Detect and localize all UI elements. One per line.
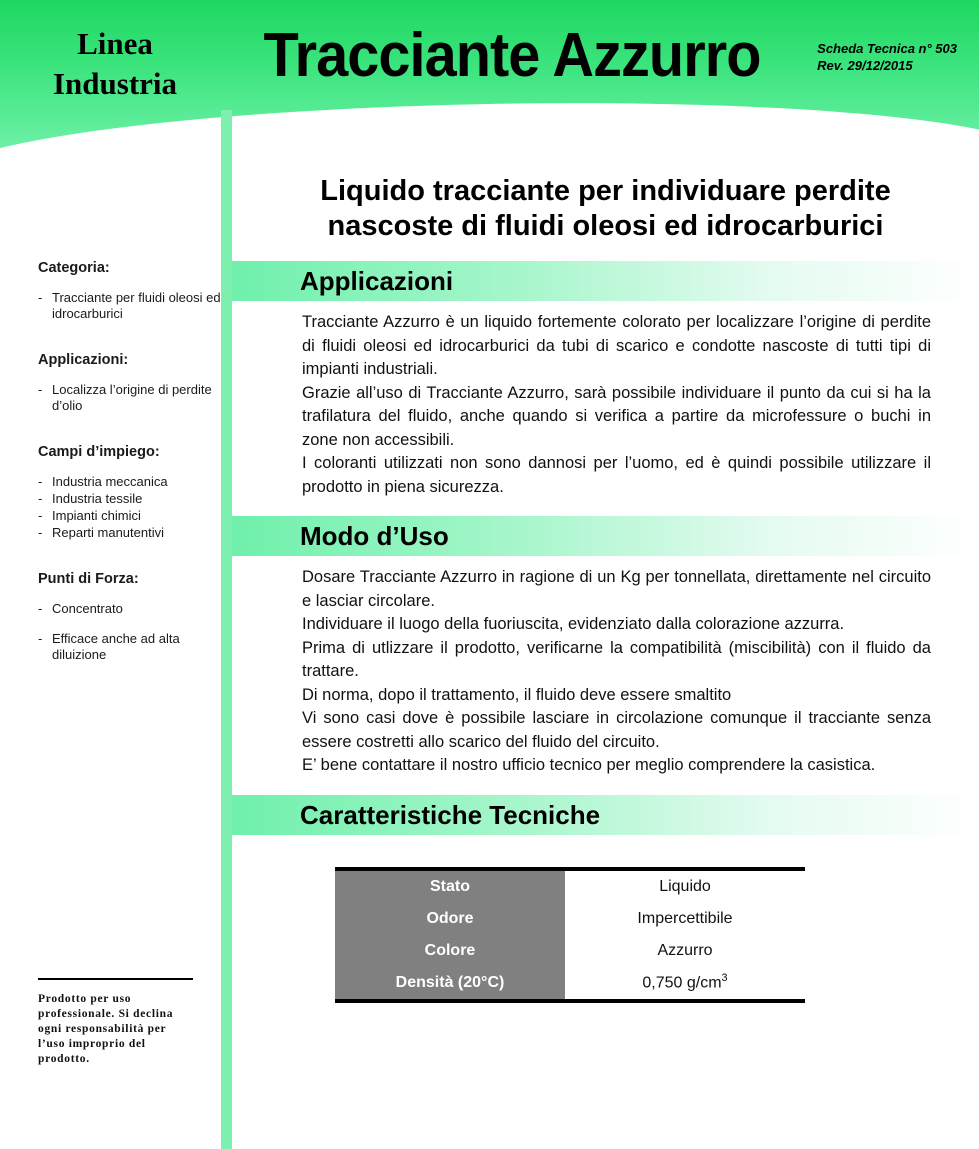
sheet-number: Scheda Tecnica n° 503 bbox=[817, 41, 957, 56]
table-row bbox=[335, 869, 805, 903]
brand-line-1: Linea bbox=[77, 26, 153, 61]
sidebar-heading-punti-di-forza: Punti di Forza: bbox=[38, 571, 139, 587]
list-item: - Reparti manutentivi bbox=[38, 525, 221, 541]
section-header-caratteristiche-tecniche bbox=[232, 795, 979, 835]
section-title: Modo d’Uso bbox=[300, 521, 449, 551]
list-item: - Impianti chimici bbox=[38, 508, 221, 524]
sidebar-list-punti-di-forza bbox=[38, 601, 221, 663]
table-row bbox=[335, 967, 805, 1001]
product-name-title: Tracciante Azzurro bbox=[263, 21, 761, 90]
paragraph: I coloranti utilizzati non sono dannosi per l’uomo, ed è quindi possibile utilizzare il prodotto in piena sicurezza. bbox=[302, 454, 931, 496]
paragraph: Tracciante Azzurro è un liquido fortemente colorato per localizzare l’origine di perdite di fluidi oleosi ed idrocarburici da tubi di scarico e condotte nascoste di tutti tipi di impianti industriali. bbox=[302, 313, 931, 378]
density-value: 0,750 g/cm bbox=[642, 974, 722, 992]
vertical-divider bbox=[221, 110, 232, 1149]
sidebar-heading-categoria: Categoria: bbox=[38, 260, 110, 276]
paragraph: E’ bene contattare il nostro ufficio tecnico per meglio comprendere la casistica. bbox=[302, 756, 876, 774]
disclaimer-text: Prodotto per uso professionale. Si declina ogni responsabilità per l’uso improprio del prodotto. bbox=[38, 993, 174, 1065]
list-item: - Concentrato bbox=[38, 601, 221, 617]
disclaimer-divider bbox=[38, 978, 193, 980]
document-meta bbox=[817, 40, 957, 74]
page-title: Liquido tracciante per individuare perdite nascoste di fluidi oleosi ed idrocarburici bbox=[320, 175, 891, 242]
spec-value: Liquido bbox=[565, 869, 805, 903]
spec-key: Densità (20°C) bbox=[335, 967, 565, 1001]
brand-line-2: Industria bbox=[52, 66, 178, 101]
brand-logo bbox=[20, 24, 210, 104]
spec-table-wrapper bbox=[335, 867, 805, 1003]
list-item: - Efficace anche ad alta diluizione bbox=[38, 631, 221, 663]
sidebar-list-categoria bbox=[38, 290, 221, 322]
spec-key: Stato bbox=[335, 869, 565, 903]
section-body-modo-duso bbox=[302, 566, 931, 778]
paragraph: Grazie all’uso di Tracciante Azzurro, sarà possibile individuare il punto da cui si ha la trafilatura del fluido, anche quando si verifica a partire da microfessure o buchi in zone non accessibili. bbox=[302, 383, 931, 449]
section-body-applicazioni bbox=[302, 311, 931, 499]
spec-value: Azzurro bbox=[565, 935, 805, 967]
list-item: - Industria tessile bbox=[38, 491, 221, 507]
paragraph: Individuare il luogo della fuoriuscita, evidenziato dalla colorazione azzurra. bbox=[302, 615, 845, 633]
section-header-applicazioni bbox=[232, 261, 979, 301]
section-title: Caratteristiche Tecniche bbox=[300, 799, 601, 830]
paragraph: Di norma, dopo il trattamento, il fluido deve essere smaltito bbox=[302, 685, 732, 704]
paragraph: Vi sono casi dove è possibile lasciare in circolazione comunque il tracciante senza essere costretti allo scarico del fluido del circuito. bbox=[302, 709, 931, 751]
paragraph: Prima di utlizzare il prodotto, verificarne la compatibilità (miscibilità) con il fluido da trattare. bbox=[302, 638, 931, 680]
sidebar-list-applicazioni bbox=[38, 382, 221, 414]
table-row bbox=[335, 935, 805, 967]
spec-value-density bbox=[565, 967, 805, 1001]
section-header-modo-duso bbox=[232, 516, 979, 556]
sidebar bbox=[0, 150, 221, 1149]
table-row bbox=[335, 903, 805, 935]
page-header bbox=[0, 0, 979, 148]
spec-value: Impercettibile bbox=[565, 903, 805, 935]
disclaimer-block bbox=[38, 978, 196, 1067]
density-exponent: 3 bbox=[721, 972, 728, 985]
section-title: Applicazioni bbox=[300, 266, 454, 296]
paragraph: Dosare Tracciante Azzurro in ragione di un Kg per tonnellata, direttamente nel circuito e lasciar circolare. bbox=[302, 568, 931, 610]
spec-key: Colore bbox=[335, 935, 565, 967]
list-item: - Industria meccanica bbox=[38, 474, 221, 490]
list-item: - Tracciante per fluidi oleosi ed idrocarburici bbox=[38, 290, 221, 322]
sidebar-list-campi-impiego bbox=[38, 474, 221, 541]
sidebar-heading-campi-impiego: Campi d’impiego: bbox=[38, 444, 160, 460]
sidebar-heading-applicazioni: Applicazioni: bbox=[38, 352, 129, 368]
spec-table bbox=[335, 867, 805, 1003]
revision-date: Rev. 29/12/2015 bbox=[817, 58, 913, 73]
list-item: - Localizza l’origine di perdite d’olio bbox=[38, 382, 221, 414]
spec-key: Odore bbox=[335, 903, 565, 935]
main-content bbox=[232, 150, 979, 1149]
